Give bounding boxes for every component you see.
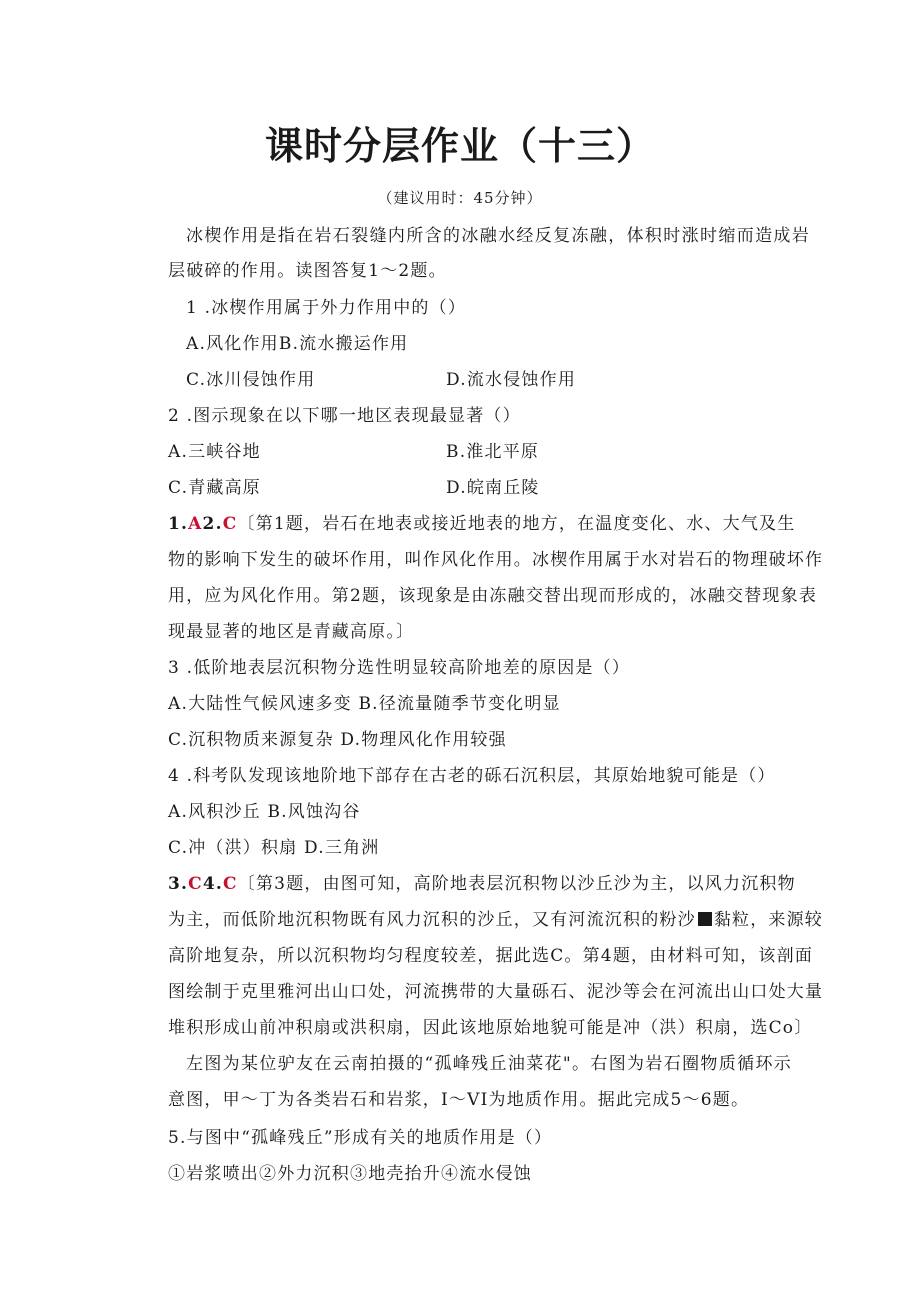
q4-options-ab: A.风积沙丘 B.风蚀沟谷 — [168, 802, 361, 822]
intro-5-6-line-2: 意图，甲～丁为各类岩石和岩浆，I～VI为地质作用。据此完成5～6题。 — [168, 1090, 750, 1110]
answer-3-4-line-1 — [168, 870, 796, 898]
ans-text-line-1: 〔第3题，由图可知，高阶地表层沉积物以沙丘沙为主，以风力沉积物 — [237, 874, 796, 894]
redaction-square-icon — [698, 912, 712, 926]
answer-3-4-line-5: 堆积形成山前冲积扇或洪积扇，因此该地原始地貌可能是冲（洪）积扇，选Co〕 — [168, 1018, 813, 1038]
ans-key-1: A — [188, 514, 203, 534]
q5-options: ①岩浆喷出②外力沉积③地壳抬升④流水侵蚀 — [168, 1164, 532, 1184]
q2-option-b: B.淮北平原 — [446, 442, 540, 462]
question-4-stem: 4 .科考队发现该地阶地下部存在古老的砾石沉积层，其原始地貌可能是（） — [168, 766, 776, 786]
q1-option-c: C.冰川侵蚀作用 — [186, 370, 316, 390]
q2-option-a: A.三峡谷地 — [168, 442, 261, 462]
ans-num-4: 4. — [202, 874, 224, 894]
ans-num-3: 3. — [168, 874, 189, 894]
q3-options-cd: C.沉积物质来源复杂 D.物理风化作用较强 — [168, 730, 507, 750]
answer-1-2-line-1 — [168, 510, 796, 538]
intro-5-6-line-1: 左图为某位驴友在云南拍摄的“孤峰残丘油菜花"。右图为岩石圈物质循环示 — [186, 1054, 792, 1074]
page-title: 课时分层作业（十三） — [264, 124, 655, 168]
ans-num-2: 2. — [202, 514, 223, 534]
answer-3-4-line-4: 图绘制于克里雅河出山口处，河流携带的大量砾石、泥沙等会在河流出山口处大量 — [168, 982, 824, 1002]
q2-option-d: D.皖南丘陵 — [446, 478, 540, 498]
ans-num-1: 1. — [168, 514, 189, 534]
q2-option-c: C.青藏高原 — [168, 478, 262, 498]
answer-3-4-line-2 — [168, 906, 824, 934]
answer-3-4-line-3: 高阶地复杂，所以沉积物均匀程度较差，据此选C。第4题，由材料可知，该剖面 — [168, 946, 814, 966]
question-3-stem: 3 .低阶地表层沉积物分选性明显较高阶地差的原因是（） — [168, 658, 631, 678]
question-1-stem: 1 .冰楔作用属于外力作用中的（） — [186, 298, 467, 318]
ans-key-3: C — [188, 874, 203, 894]
answer-1-2-line-2: 物的影响下发生的破坏作用，叫作风化作用。冰楔作用属于水对岩石的物理破坏作 — [168, 550, 824, 570]
suggested-time: （建议用时：45分钟） — [377, 189, 543, 207]
answer-1-2-line-3: 用，应为风化作用。第2题，该现象是由冻融交替出现而形成的，冰融交替现象表 — [168, 586, 818, 606]
answer-1-2-line-4: 现最显著的地区是青藏高原。〕 — [168, 622, 415, 642]
ans-key-2: C — [222, 514, 238, 534]
question-1-options-row-1 — [186, 330, 408, 358]
question-5-stem: 5.与图中“孤峰残丘”形成有关的地质作用是（） — [168, 1128, 553, 1148]
ans-text-line-1: 〔第1题，岩石在地表或接近地表的地方，在温度变化、水、大气及生 — [237, 514, 796, 534]
ans-text-line-2a: 为主，而低阶地沉积物既有风力沉积的沙丘，又有河流沉积的粉沙 — [168, 910, 696, 930]
q1-option-b: B.流水搬运作用 — [278, 334, 409, 354]
ans-text-line-2b: 黏粒，来源较 — [713, 910, 824, 930]
intro-line-2: 层破碎的作用。读图答复1～2题。 — [168, 261, 447, 281]
q4-options-cd: C.冲（洪）积扇 D.三角洲 — [168, 838, 380, 858]
question-2-stem: 2 .图示现象在以下哪一地区表现最显著（） — [168, 406, 521, 426]
q1-option-a: A.风化作用 — [186, 334, 279, 354]
q3-options-ab: A.大陆性气候风速多变 B.径流量随季节变化明显 — [168, 694, 561, 714]
ans-key-4: C — [223, 874, 238, 894]
intro-line-1: 冰楔作用是指在岩石裂缝内所含的冰融水经反复冻融，体积时涨时缩而造成岩 — [186, 226, 810, 246]
q1-option-d: D.流水侵蚀作用 — [446, 370, 577, 390]
